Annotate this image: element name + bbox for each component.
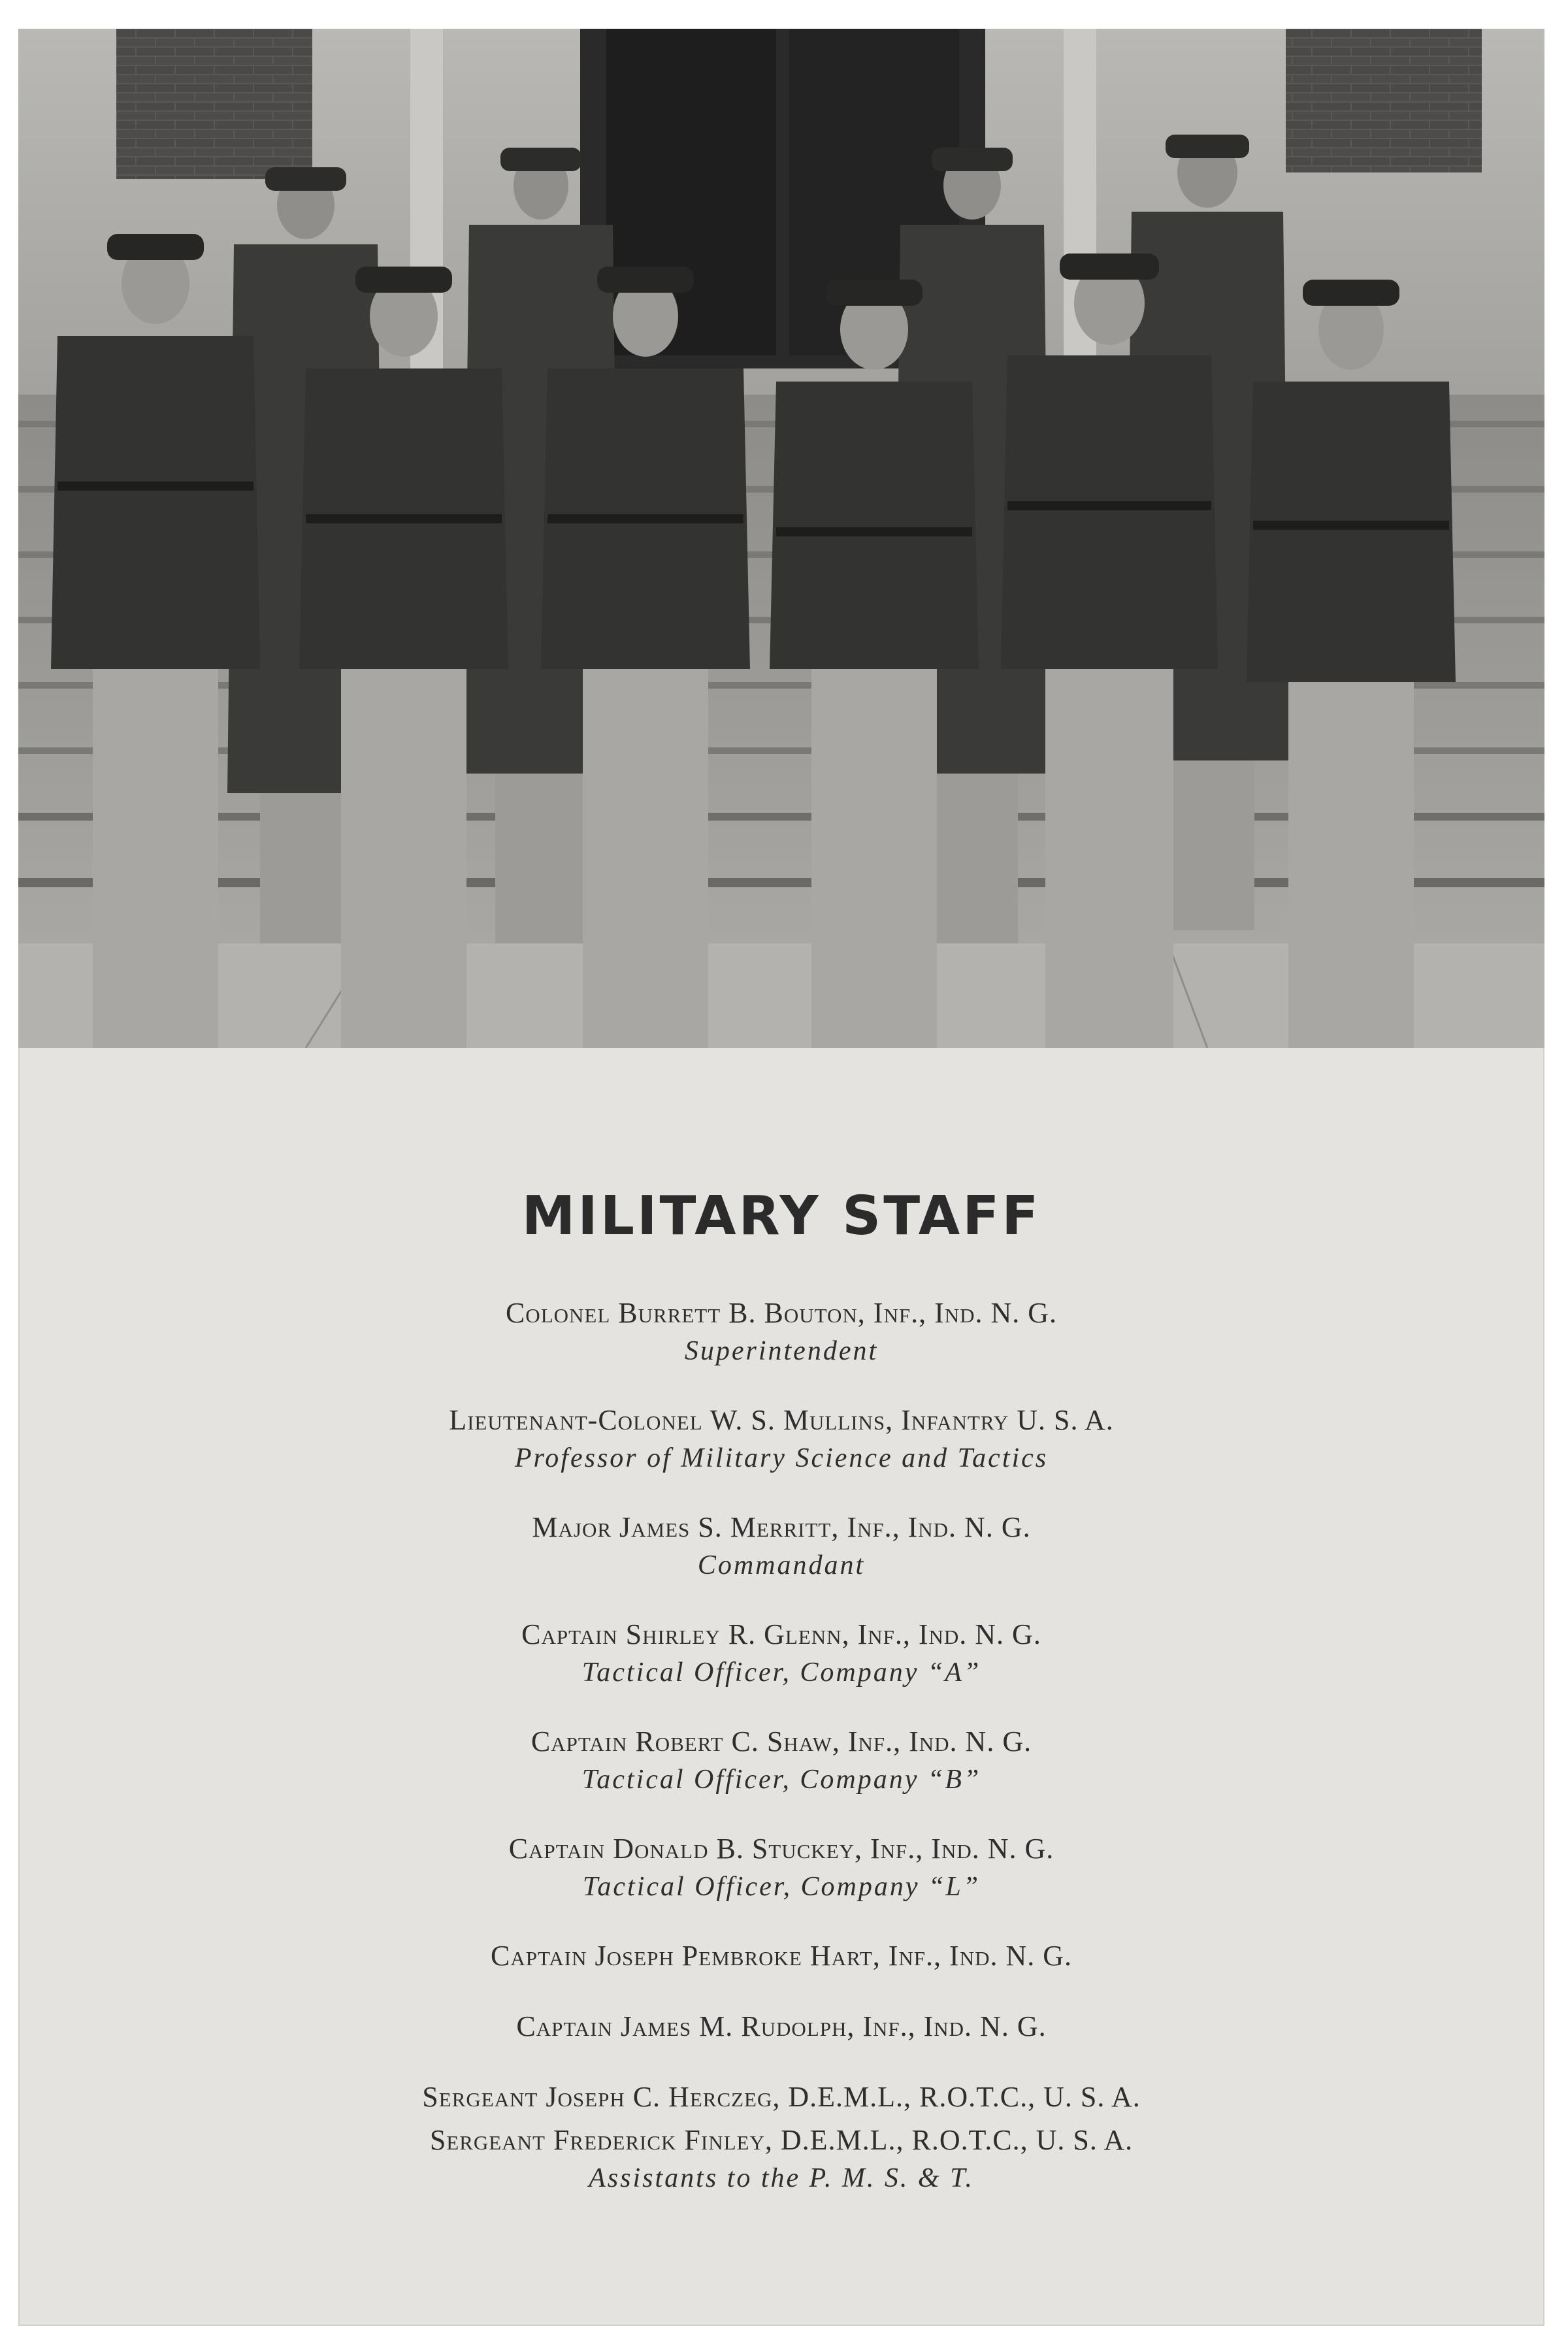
staff-role: Tactical Officer, Company “A” (581, 1658, 981, 1688)
staff-entry (18, 1936, 1544, 1976)
staff-roster (18, 1294, 1544, 2228)
staff-name: Colonel Burrett B. Bouton, Inf., Ind. N. G. (505, 1297, 1058, 1329)
staff-entry (18, 2007, 1544, 2046)
staff-entry (18, 1294, 1544, 1369)
staff-entry (18, 1615, 1544, 1691)
group-photo (18, 29, 1544, 1048)
staff-role: Professor of Military Science and Tactics (514, 1443, 1049, 1473)
staff-name: Lieutenant-Colonel W. S. Mullins, Infantry U. S. A. (449, 1404, 1114, 1436)
staff-name: Captain Robert C. Shaw, Inf., Ind. N. G. (531, 1725, 1032, 1757)
staff-name: Captain Joseph Pembroke Hart, Inf., Ind. N. G. (490, 1940, 1073, 1972)
staff-role: Commandant (697, 1550, 866, 1580)
staff-role: Assistants to the P. M. S. & T. (589, 2163, 974, 2193)
staff-name: Major James S. Merritt, Inf., Ind. N. G. (532, 1511, 1031, 1543)
window-right (1286, 29, 1482, 172)
pillar-left (410, 29, 443, 421)
staff-entry (18, 2121, 1544, 2197)
staff-entry (18, 1829, 1544, 1905)
group-photo-illustration (18, 29, 1544, 1048)
staff-entry (18, 1722, 1544, 1798)
page-title: MILITARY STAFF (521, 1185, 1041, 1247)
staff-name: Captain Shirley R. Glenn, Inf., Ind. N. G. (521, 1618, 1041, 1650)
staff-role: Tactical Officer, Company “B” (581, 1765, 981, 1795)
window-left (116, 29, 312, 179)
staff-entry (18, 2078, 1544, 2117)
staff-entry (18, 1508, 1544, 1584)
staff-name: Sergeant Joseph C. Herczeg, D.E.M.L., R.O.T.C., U. S. A. (422, 2081, 1141, 2113)
staff-role: Superintendent (684, 1336, 879, 1366)
staff-entry (18, 1401, 1544, 1477)
yearbook-page (18, 29, 1544, 2326)
staff-role: Tactical Officer, Company “L” (582, 1872, 981, 1902)
staff-name: Captain James M. Rudolph, Inf., Ind. N. G. (516, 2010, 1047, 2042)
staff-name: Sergeant Frederick Finley, D.E.M.L., R.O.T.C., U. S. A. (429, 2124, 1134, 2156)
staff-name: Captain Donald B. Stuckey, Inf., Ind. N. G. (508, 1833, 1054, 1865)
